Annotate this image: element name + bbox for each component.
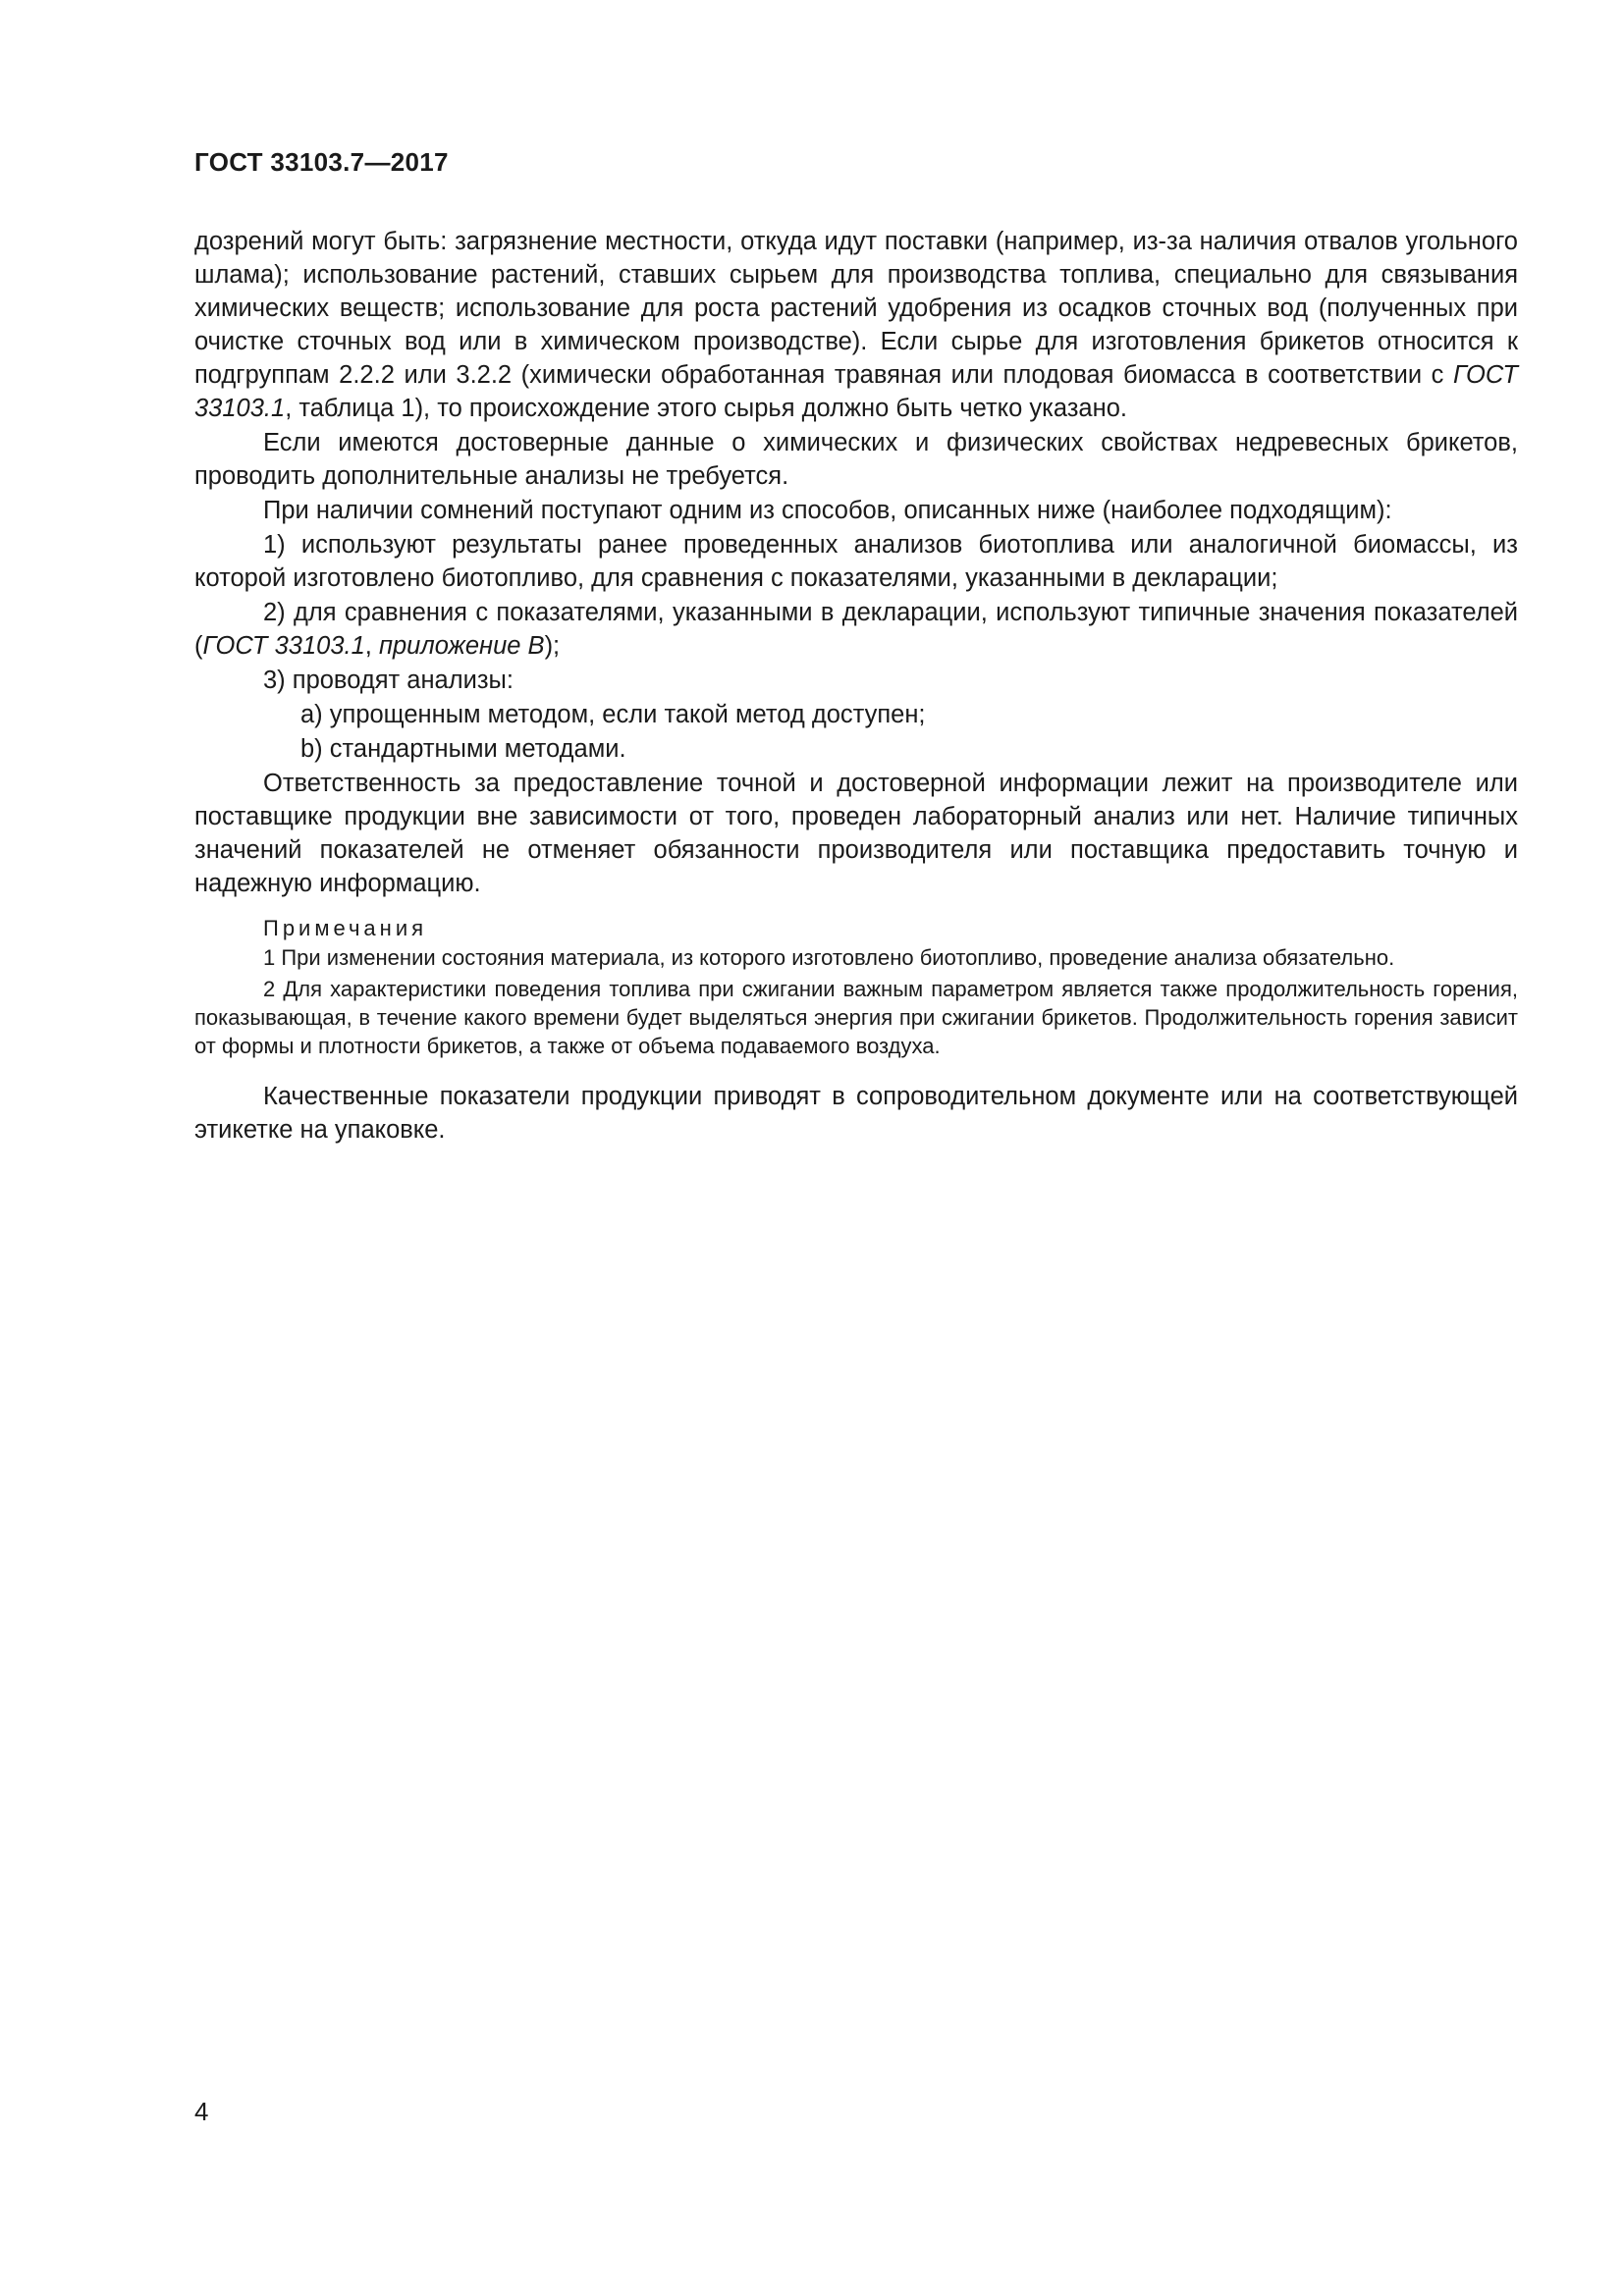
paragraph: При наличии сомнений поступают одним из способов, описанных ниже (наиболее подходящим): <box>263 497 1392 524</box>
notes-section <box>194 914 1518 1060</box>
standard-reference: ГОСТ 33103.1 <box>202 632 365 660</box>
paragraph-continuation <box>194 225 1518 425</box>
sub-list-item: a) упрощенным методом, если такой метод доступен; <box>300 701 926 728</box>
paragraph-text: , таблица 1), то происхождение этого сырья должно быть четко указано. <box>285 395 1127 422</box>
list-item: 1) используют результаты ранее проведенных анализов биотоплива или аналогичной биомассы, из которой изготовлено биотопливо, для сравнения с показателями, указанными в декларации; <box>194 531 1518 592</box>
page-number: 4 <box>194 2097 209 2126</box>
list-item: 3) проводят анализы: <box>263 667 514 694</box>
paragraph-text: ); <box>544 632 561 660</box>
paragraph-text: , <box>364 632 379 660</box>
closing-paragraph: Качественные показатели продукции приводят в сопроводительном документе или на соответствующей этикетке на упаковке. <box>194 1083 1518 1144</box>
notes-heading: Примечания <box>263 916 428 940</box>
annex-reference: приложение В <box>378 632 545 660</box>
standard-reference: ГОСТ 33103.1 <box>194 361 1518 422</box>
paragraph: Ответственность за предоставление точной и достоверной информации лежит на производителе или поставщике продукции вне зависимости от того, проведен лабораторный анализ или нет. Наличие типичных значений показателей не отменяет обязанности производителя или поставщика предоставить точную и надежную информацию. <box>194 770 1518 897</box>
document-header: ГОСТ 33103.7—2017 <box>194 147 449 177</box>
list-item <box>194 596 1518 663</box>
document-body <box>194 225 1518 1148</box>
note-item: 2 Для характеристики поведения топлива при сжигании важным параметром является также продолжительность горения, показывающая, в течение какого времени будет выделяться энергия при сжигании брикетов. Продолжительность горения зависит от формы и плотности брикетов, а также от объема подаваемого воздуха. <box>194 977 1518 1058</box>
note-item: 1 При изменении состояния материала, из которого изготовлено биотопливо, проведение анализа обязательно. <box>263 945 1395 970</box>
paragraph-text: дозрений могут быть: загрязнение местности, откуда идут поставки (например, из-за наличия отвалов угольного шлама); использование растений, ставших сырьем для производства топлива, специально для связывания химических веществ; использование для роста растений удобрения из осадков сточных вод (полученных при очистке сточных вод или в химическом производстве). Если сырье для изготовления брикетов относится к подгруппам 2.2.2 или 3.2.2 (химически обработанная травяная или плодовая биомасса в соответствии с <box>194 228 1518 389</box>
paragraph: Если имеются достоверные данные о химических и физических свойствах недревесных брикетов, проводить дополнительные анализы не требуется. <box>194 429 1518 490</box>
sub-list-item: b) стандартными методами. <box>300 735 626 763</box>
paragraph-text: 2) для сравнения с показателями, указанными в декларации, используют типичные значения показателей ( <box>194 599 1518 660</box>
